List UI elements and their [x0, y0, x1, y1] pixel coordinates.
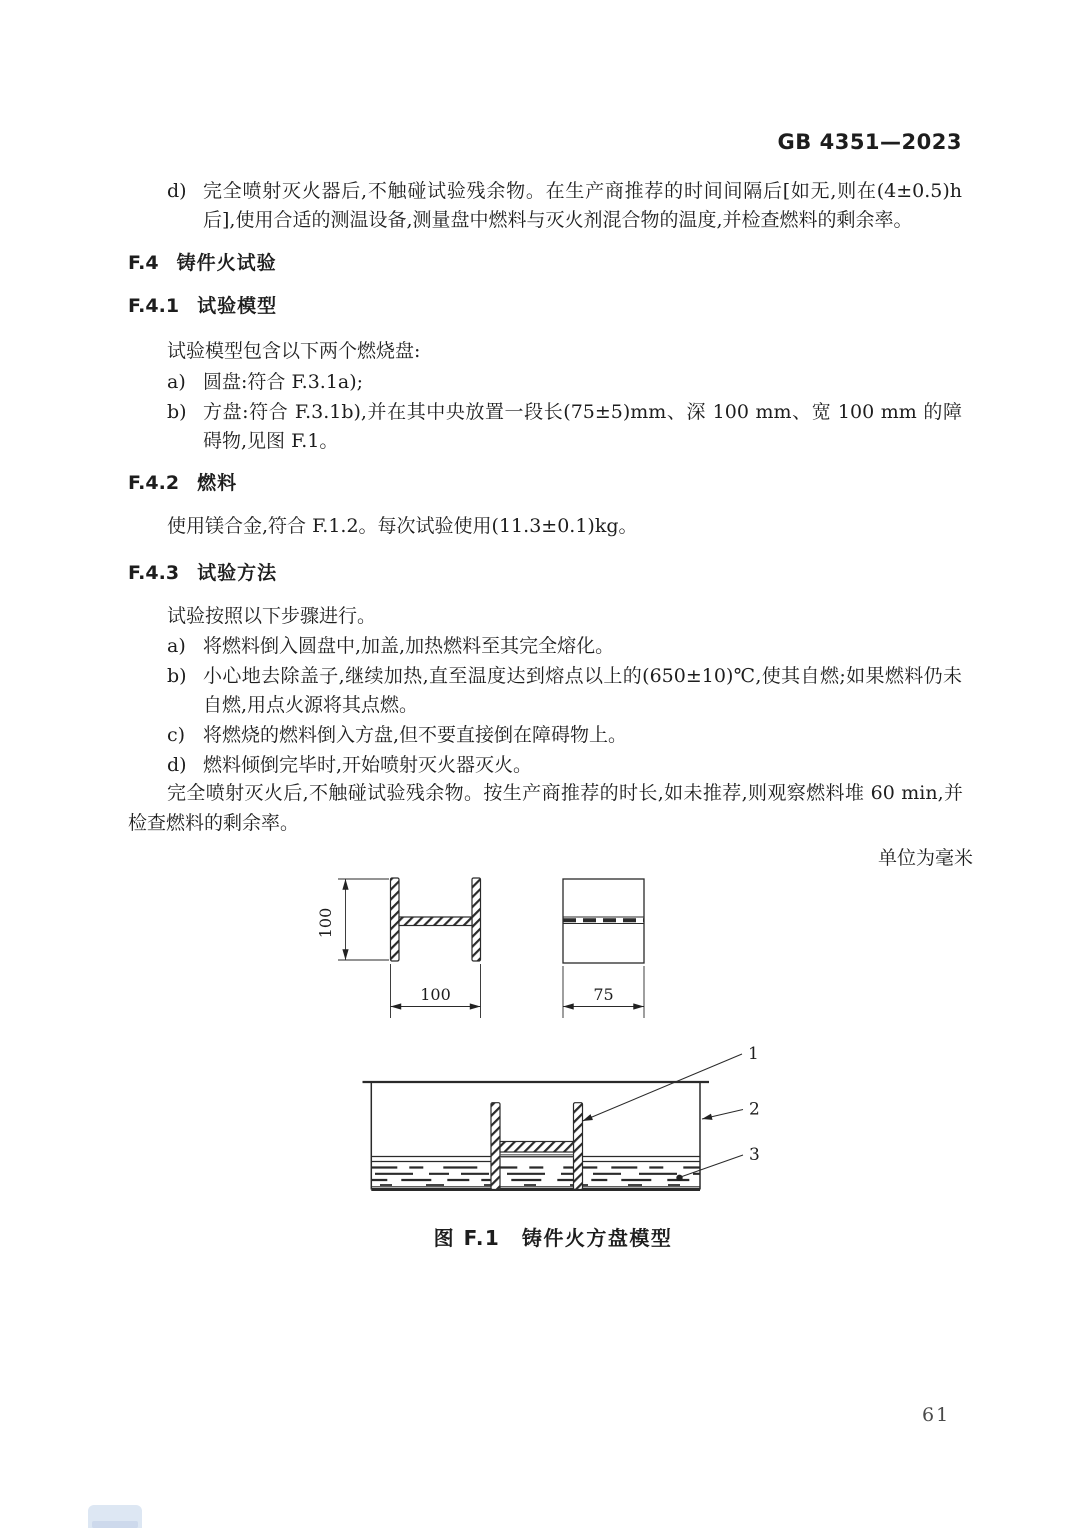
figure-caption: 图 F.1 铸件火方盘模型: [433, 1226, 673, 1250]
list-f4-1: [167, 368, 962, 457]
square-pan-assembly: [363, 1044, 760, 1190]
list-item: [167, 721, 962, 750]
obstacle-side-view: [563, 879, 644, 1018]
paragraph-f4-3-closing: 完全喷射灭火后,不触碰试验残余物。按生产商推荐的时长,如未推荐,则观察燃料堆 60 min,并检查燃料的剩余率。: [128, 782, 963, 834]
list-item-label: d): [167, 754, 187, 776]
section-heading-f4-1: [128, 294, 277, 318]
list-item-label: b): [167, 401, 187, 423]
obstacle-left-flange: [491, 1103, 500, 1190]
list-item: [167, 751, 962, 780]
obstacle-in-pan: [491, 1103, 583, 1190]
obstacle-web: [500, 1142, 574, 1153]
doc-number: GB 4351—2023: [777, 130, 962, 154]
ibeam-web: [399, 917, 472, 926]
section-title: 燃料: [197, 472, 238, 494]
list-item-label: c): [167, 724, 186, 746]
figure-units-note: 单位为毫米: [877, 847, 973, 869]
watermark-logo-icon: [88, 1505, 142, 1528]
paragraph-f4-3-intro: 试验按照以下步骤进行。: [167, 605, 377, 627]
list-item-text: 燃料倾倒完毕时,开始喷射灭火器灭火。: [203, 754, 533, 776]
list-item: [167, 662, 962, 720]
list-item-label: b): [167, 665, 187, 687]
list-item-text: 将燃烧的燃料倒入方盘,但不要直接倒在障碍物上。: [203, 724, 628, 746]
section-title: 铸件火试验: [176, 252, 277, 274]
paragraph-f4-2-body: 使用镁合金,符合 F.1.2。每次试验使用(11.3±0.1)kg。: [167, 515, 638, 537]
list-item-text: 完全喷射灭火器后,不触碰试验残余物。在生产商推荐的时间间隔后[如无,则在(4±0.5)h 后],使用合适的测温设备,测量盘中燃料与灭火剂混合物的温度,并检查燃料的剩余率。: [203, 180, 962, 231]
section-number: F.4.1: [128, 295, 180, 317]
section-heading-f4-2: [128, 471, 237, 495]
section-title: 试验模型: [197, 295, 278, 317]
section-heading-f4: [128, 251, 277, 275]
leader-line-2: [702, 1110, 743, 1120]
ibeam-cross-section: [316, 878, 481, 1018]
dim-label-depth: 75: [593, 985, 614, 1004]
list-item: [167, 632, 962, 661]
list-item-text: 方盘:符合 F.3.1b),并在其中央放置一段长(75±5)mm、深 100 mm、宽 100 mm 的障碍物,见图 F.1。: [203, 401, 962, 452]
section-title: 试验方法: [197, 562, 278, 584]
callout-1: 1: [748, 1044, 759, 1064]
list-item-label: a): [167, 635, 186, 657]
section-number: F.4.3: [128, 562, 180, 584]
leader-line-1: [583, 1054, 743, 1121]
section-heading-f4-3: [128, 561, 277, 585]
list-item: [167, 398, 962, 456]
leader-line-3: [682, 1155, 743, 1177]
callout-2: 2: [749, 1099, 760, 1120]
fuel-layer: [371, 1157, 700, 1190]
ibeam-left-flange: [391, 878, 400, 961]
paragraph-f4-1-intro: 试验模型包含以下两个燃烧盘:: [167, 340, 421, 362]
list-item-label: a): [167, 371, 186, 393]
list-item: [167, 368, 962, 397]
dim-label-height: 100: [316, 907, 335, 939]
watermark-logo-band: [92, 1521, 138, 1528]
ibeam-right-flange: [472, 878, 481, 961]
figure-f1-drawing: [300, 860, 800, 1205]
list-item-label: d): [167, 180, 187, 202]
section-number: F.4: [128, 252, 159, 274]
list-f4-3: [167, 632, 962, 781]
callout-3: 3: [749, 1145, 760, 1165]
list-item-text: 小心地去除盖子,继续加热,直至温度达到熔点以上的(650±10)℃,使其自燃;如果燃料仍未自燃,用点火源将其点燃。: [203, 665, 962, 716]
section-number: F.4.2: [128, 472, 180, 494]
list-item-d-carryover: [167, 177, 962, 235]
list-item-text: 将燃料倒入圆盘中,加盖,加热燃料至其完全熔化。: [203, 635, 615, 657]
list-item-text: 圆盘:符合 F.3.1a);: [203, 371, 364, 393]
page-number: 61: [922, 1404, 951, 1426]
dim-height-100: [338, 879, 389, 960]
dim-label-width: 100: [420, 985, 451, 1004]
figure-callouts: [583, 1044, 760, 1181]
obstacle-right-flange: [574, 1103, 583, 1190]
leader-dot-3: [676, 1175, 682, 1181]
